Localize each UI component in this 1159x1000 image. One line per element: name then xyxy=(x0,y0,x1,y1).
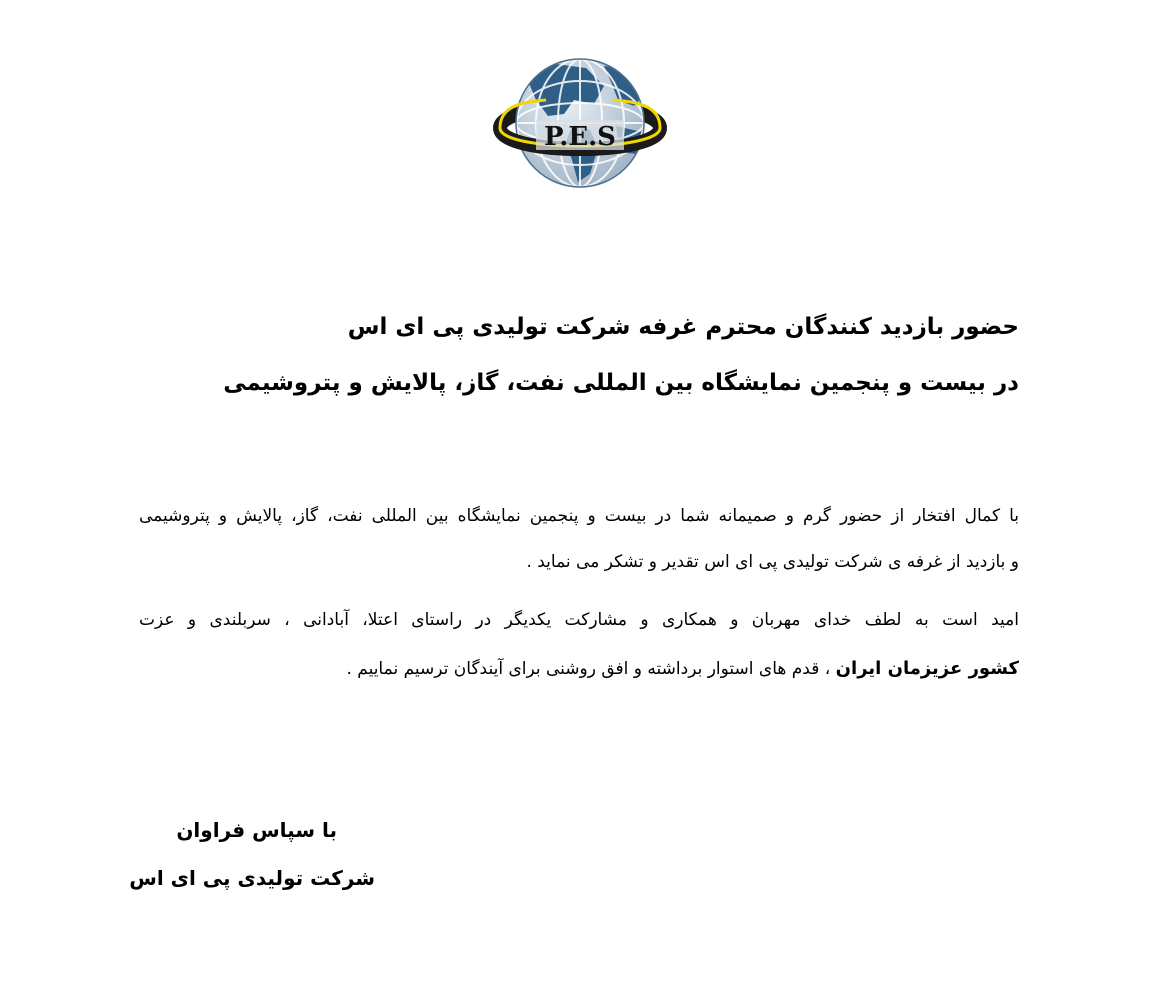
heading-line-2: در بیست و پنجمین نمایشگاه بین المللی نفت، گاز، پالایش و پتروشیمی xyxy=(223,370,1019,396)
paragraph-2 xyxy=(139,610,1019,694)
paragraph-1-line-2: و بازدید از غرفه ی شرکت تولیدی پی ای اس تقدیر و تشکر می نماید . xyxy=(526,552,1019,572)
signature-company: شرکت تولیدی پی ای اس xyxy=(129,866,375,890)
country-name-bold: کشور عزیزمان ایران xyxy=(835,658,1019,679)
globe-with-ring-logo-icon xyxy=(486,56,674,190)
paragraph-2-line-2-text: ، قدم های استوار برداشته و افق روشنی برای آیندگان ترسیم نماییم . xyxy=(346,659,836,679)
company-logo xyxy=(486,56,674,190)
logo-text: P.E.S xyxy=(544,122,616,152)
paragraph-2-line-1: امید است به لطف خدای مهربان و همکاری و مشارکت یکدیگر در راستای اعتلا، آبادانی ، سربلندی و عزت xyxy=(139,610,1019,630)
heading-line-1: حضور بازدید کنندگان محترم غرفه شرکت تولیدی پی ای اس xyxy=(347,314,1019,340)
paragraph-2-line-2 xyxy=(346,658,1019,679)
signature-thanks: با سپاس فراوان xyxy=(176,818,337,842)
paragraph-1-line-1: با کمال افتخار از حضور گرم و صمیمانه شما در بیست و پنجمین نمایشگاه بین المللی نفت، گاز، پالایش و پتروشیمی xyxy=(139,506,1019,526)
paragraph-1 xyxy=(139,506,1019,586)
